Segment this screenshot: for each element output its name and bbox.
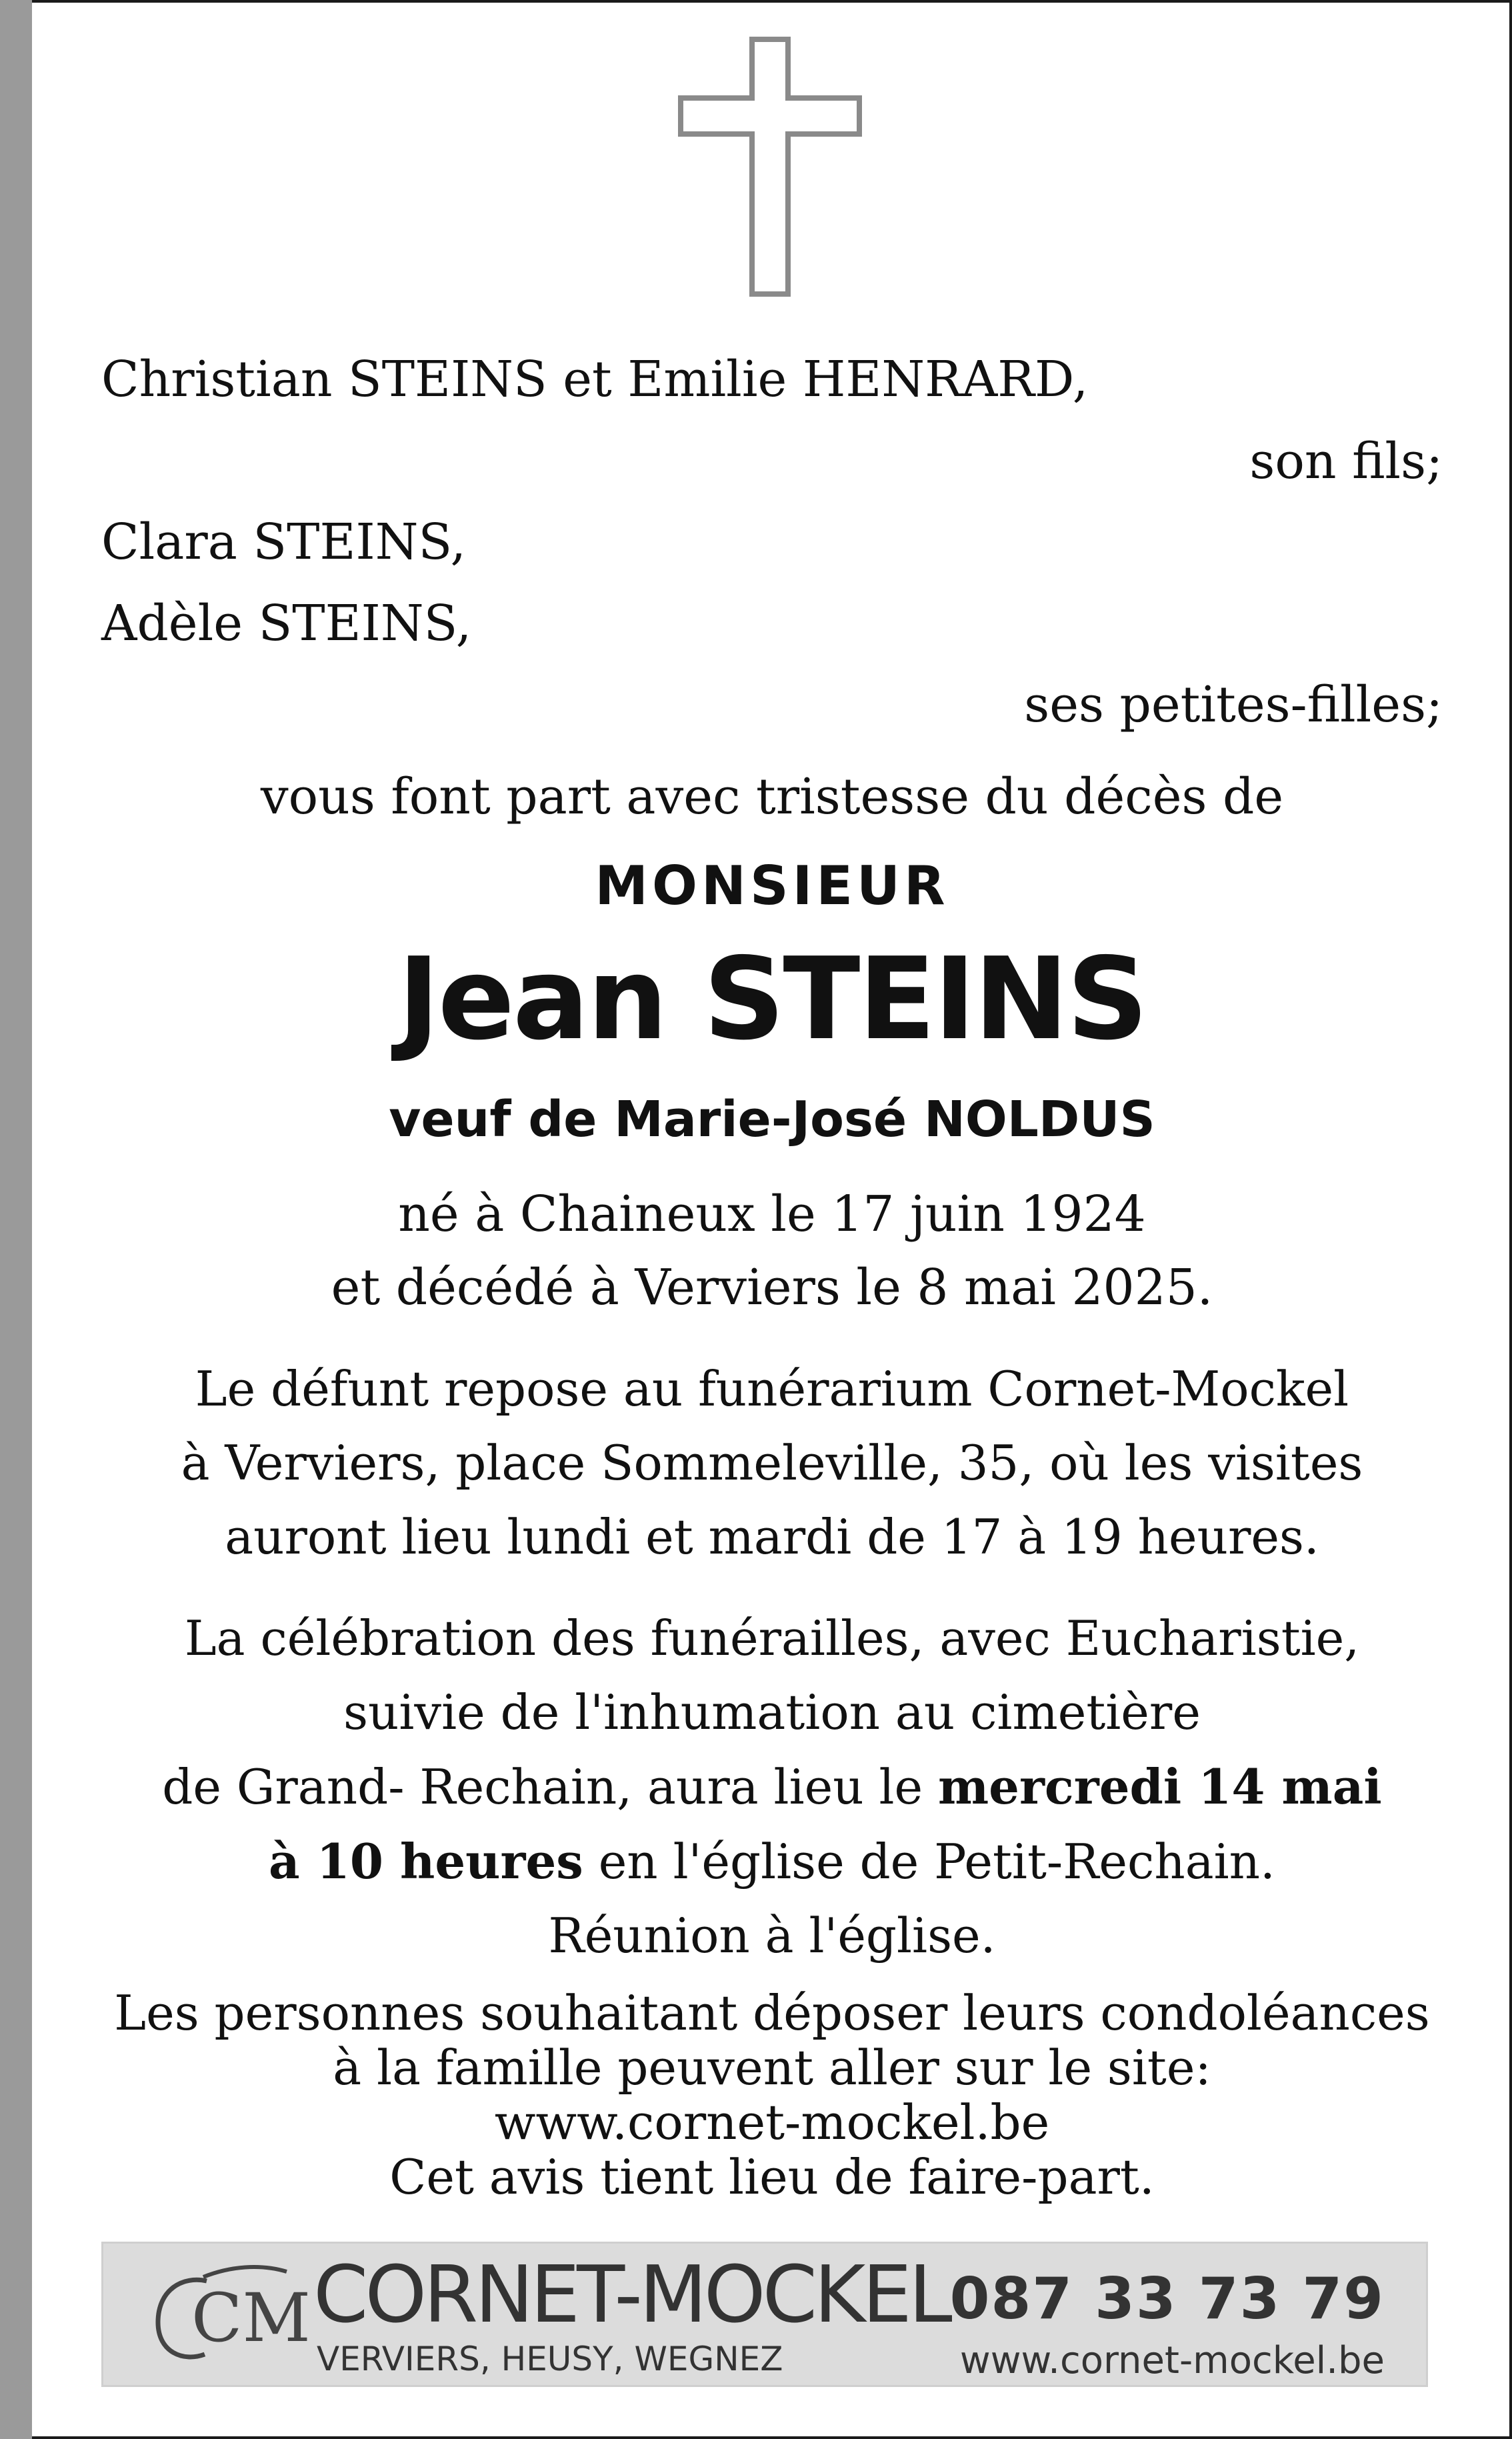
condolences-line: Les personnes souhaitant déposer leurs condoléances: [114, 1985, 1430, 2041]
funeral-line: suivie de l'inhumation au cimetière: [343, 1684, 1201, 1740]
rest-line: à Verviers, place Sommeleville, 35, où les visites: [181, 1435, 1363, 1491]
funeral-paragraph: [32, 1602, 1512, 1973]
birth-info: né à Chaineux le 17 juin 1924: [398, 1185, 1146, 1243]
funeral-place-text: de Grand- Rechain, aura lieu le: [162, 1759, 938, 1815]
granddaughters-role: ses petites-filles;: [1024, 676, 1443, 733]
funeral-line: Réunion à l'église.: [548, 1908, 996, 1964]
funeral-date: mercredi 14 mai: [938, 1758, 1382, 1815]
deceased-name: Jean STEINS: [397, 933, 1147, 1065]
rest-line: auront lieu lundi et mardi de 17 à 19 heures.: [225, 1509, 1319, 1565]
condolences-line: Cet avis tient lieu de faire-part.: [389, 2149, 1155, 2205]
funeral-home-phone: 087 33 73 79: [949, 2266, 1385, 2332]
condolences-paragraph: [32, 1986, 1512, 2204]
rest-paragraph: [32, 1352, 1512, 1574]
announcement-intro: vous font part avec tristesse du décès de: [260, 768, 1284, 825]
funeral-home-name: CORNET-MOCKEL: [313, 2248, 949, 2340]
widower-of: veuf de Marie-José NOLDUS: [389, 1091, 1155, 1148]
funeral-church-text: en l'église de Petit-Rechain.: [583, 1834, 1275, 1890]
funeral-line: [32, 1824, 1512, 1899]
funeral-time: à 10 heures: [269, 1833, 583, 1890]
funeral-home-banner: [101, 2242, 1428, 2387]
funeral-home-website: www.cornet-mockel.be: [959, 2339, 1385, 2382]
granddaughter-adele: Adèle STEINS,: [101, 595, 472, 652]
funeral-home-towns: VERVIERS, HEUSY, WEGNEZ: [317, 2340, 783, 2378]
rest-line: Le défunt repose au funérarium Cornet-Mockel: [195, 1361, 1349, 1417]
death-info: et décédé à Verviers le 8 mai 2025.: [331, 1259, 1213, 1316]
condolences-website: www.cornet-mockel.be: [494, 2094, 1050, 2150]
son-role: son fils;: [1249, 433, 1443, 490]
funeral-line: [32, 1750, 1512, 1824]
condolences-line: à la famille peuvent aller sur le site:: [333, 2040, 1211, 2096]
honorific: MONSIEUR: [595, 855, 949, 917]
funeral-line: La célébration des funérailles, avec Eucharistie,: [184, 1610, 1360, 1666]
cm-logo-icon: [143, 2262, 311, 2369]
granddaughter-clara: Clara STEINS,: [101, 513, 467, 571]
svg-text:CM: CM: [191, 2279, 311, 2357]
left-margin-bar: [0, 0, 32, 2439]
son-names: Christian STEINS et Emilie HENRARD,: [101, 351, 1089, 408]
cross-icon: [677, 37, 863, 297]
